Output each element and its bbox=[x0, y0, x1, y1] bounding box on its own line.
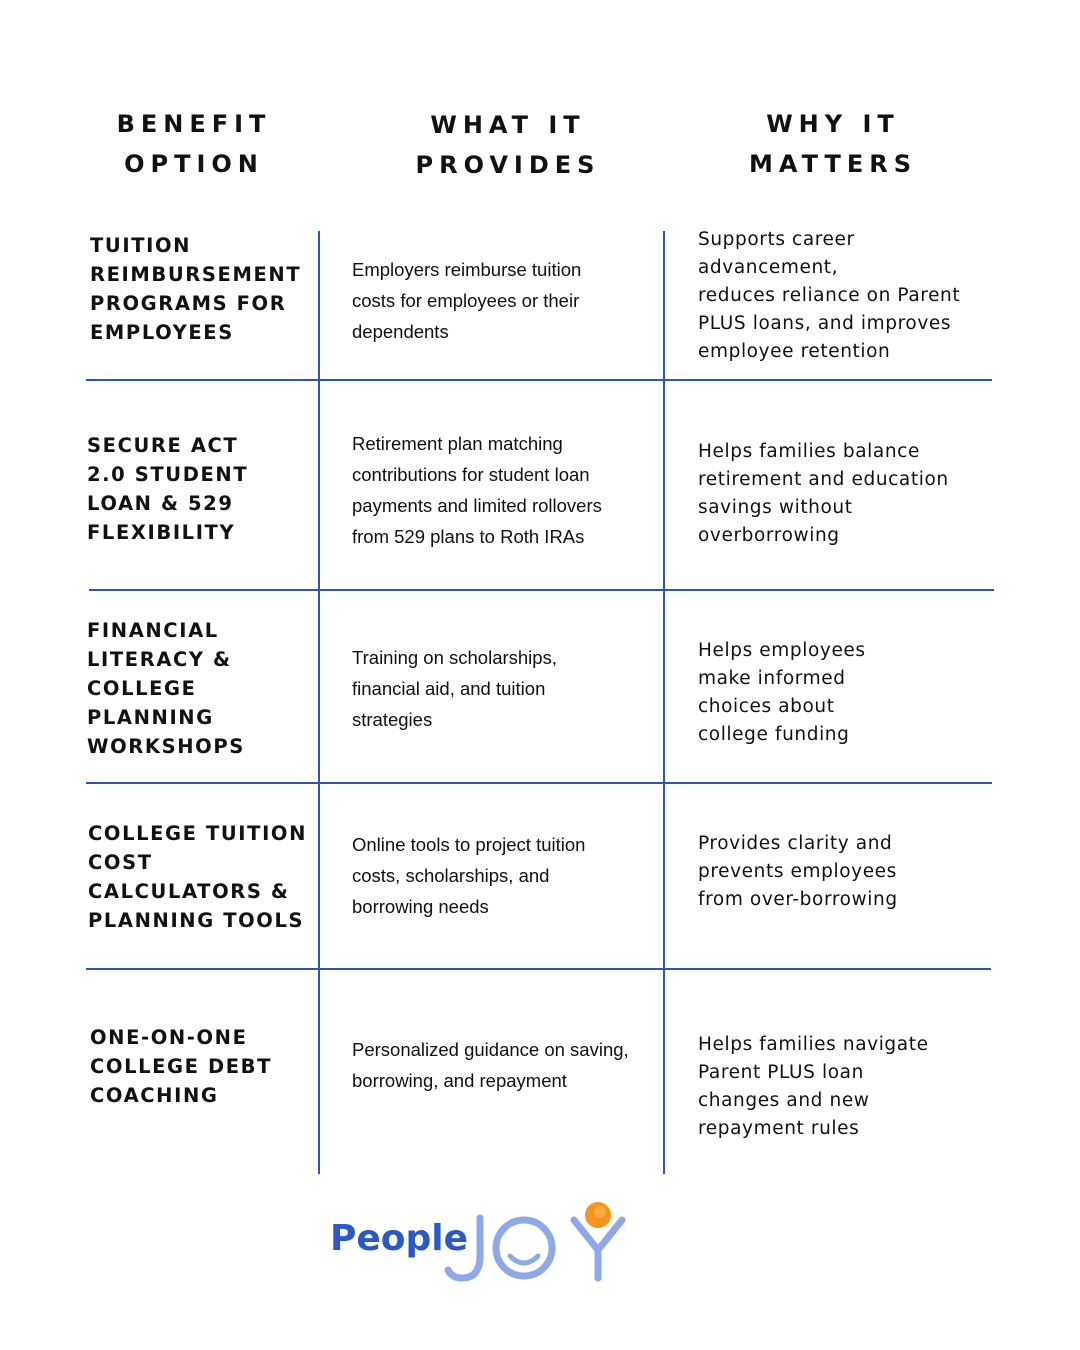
column-divider bbox=[663, 231, 665, 1174]
row-divider bbox=[89, 589, 994, 591]
matters-cell bbox=[698, 830, 998, 914]
matters-cell bbox=[698, 637, 998, 749]
provides-text: Employers reimburse tuition costs for employees or their dependents bbox=[352, 259, 582, 342]
benefit-cell bbox=[88, 819, 318, 935]
header-line: OPTION bbox=[124, 150, 264, 178]
benefit-name: TUITION REIMBURSEMENT PROGRAMS FOR EMPLOYEES bbox=[90, 234, 302, 344]
benefit-name: FINANCIAL LITERACY & COLLEGE PLANNING WORKSHOPS bbox=[87, 619, 245, 758]
matters-cell bbox=[698, 229, 998, 362]
row-divider bbox=[86, 782, 992, 784]
benefit-name: SECURE ACT 2.0 STUDENT LOAN & 529 FLEXIBILITY bbox=[87, 434, 249, 544]
matters-text: Provides clarity and prevents employees from over-borrowing bbox=[698, 833, 898, 910]
matters-text: Helps families navigate Parent PLUS loan changes and new repayment rules bbox=[698, 1034, 929, 1139]
provides-cell bbox=[352, 254, 657, 347]
header-why-it-matters bbox=[720, 104, 946, 184]
benefit-cell bbox=[87, 616, 309, 761]
provides-text: Training on scholarships, financial aid, and tuition strategies bbox=[352, 647, 557, 730]
matters-cell bbox=[698, 438, 998, 550]
header-line: MATTERS bbox=[748, 150, 918, 178]
header-benefit-option bbox=[86, 104, 302, 184]
logo-word-people: People bbox=[330, 1218, 469, 1259]
benefit-cell bbox=[90, 231, 312, 347]
provides-text: Personalized guidance on saving, borrowing, and repayment bbox=[352, 1039, 629, 1091]
matters-cell bbox=[698, 1031, 998, 1143]
header-line: PROVIDES bbox=[415, 151, 601, 179]
matters-text: Helps employees make informed choices about college funding bbox=[698, 640, 866, 745]
provides-cell bbox=[352, 642, 657, 735]
provides-cell bbox=[352, 428, 657, 552]
matters-text: Supports career advancement, reduces reliance on Parent PLUS loans, and improves employee retention bbox=[698, 229, 961, 362]
header-line: WHAT IT bbox=[430, 111, 586, 139]
peoplejoy-logo bbox=[330, 1198, 630, 1288]
header-line: WHY IT bbox=[766, 110, 900, 138]
benefit-cell bbox=[90, 1023, 312, 1110]
provides-cell bbox=[352, 829, 657, 922]
provides-text: Retirement plan matching contributions for student loan payments and limited rollovers from 529 plans to Roth IRAs bbox=[352, 433, 602, 547]
provides-cell bbox=[352, 1034, 657, 1096]
provides-text: Online tools to project tuition costs, scholarships, and borrowing needs bbox=[352, 834, 586, 917]
logo-graphic bbox=[330, 1198, 630, 1288]
row-divider bbox=[86, 968, 991, 970]
header-what-it-provides bbox=[392, 105, 624, 185]
benefit-cell bbox=[87, 431, 309, 547]
column-divider bbox=[318, 231, 320, 1174]
benefit-name: ONE-ON-ONE COLLEGE DEBT COACHING bbox=[90, 1026, 273, 1107]
benefit-name: COLLEGE TUITION COST CALCULATORS & PLANNING TOOLS bbox=[88, 822, 308, 932]
row-divider bbox=[86, 379, 992, 381]
header-line: BENEFIT bbox=[116, 110, 272, 138]
matters-text: Helps families balance retirement and education savings without overborrowing bbox=[698, 441, 949, 546]
